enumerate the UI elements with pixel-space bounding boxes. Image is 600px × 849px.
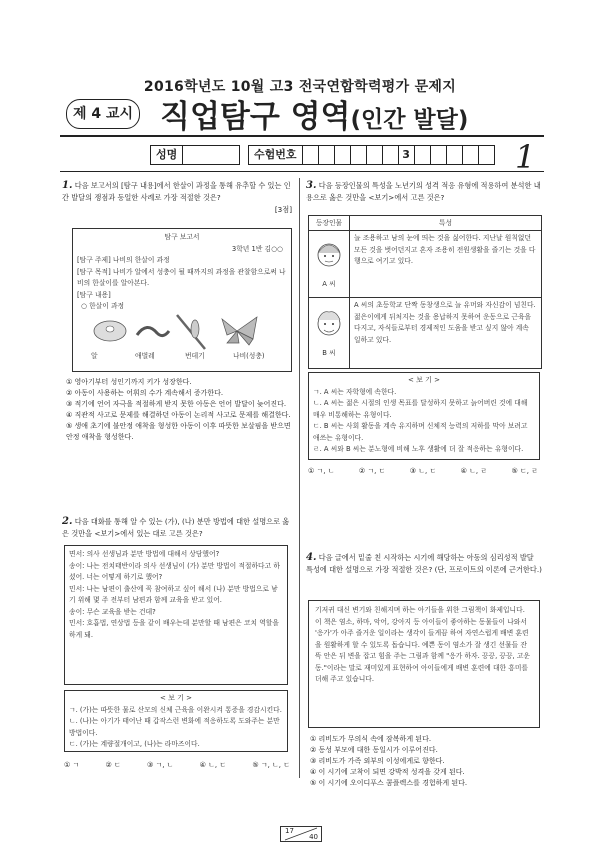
character-trait: 늘 조용하고 남의 눈에 띄는 것을 싫어한다. 지난날 원칙없던 모든 것을 벗어던지고 혼자 조용히 전원생활을 즐기는 것을 다행으로 여기고 있다. — [354, 234, 536, 265]
question-number: 1. — [62, 180, 73, 191]
exam-number-cell — [463, 146, 479, 164]
stage-label: 애벌레 — [135, 352, 155, 360]
question-text: 다음 보고서의 [탐구 내용]에서 한살이 과정을 통해 유추할 수 있는 인간 발달의 쟁점과 동일한 사례로 가장 적절한 것은? — [62, 181, 291, 202]
question-text: 다음 글에서 밑줄 친 시작하는 시기에 해당하는 아동의 심리성적 발달 특성에 대한 설명으로 가장 적절한 것은? (단, 프로이트의 이론에 근거한다.) — [306, 553, 542, 574]
question-3 — [306, 180, 542, 204]
stage-label: 나비(성충) — [233, 352, 265, 360]
dialogue-line: 민서: 호흡법, 연상법 등을 같이 배우는데 분만할 때 남편은 코치 역할을 하게 돼. — [69, 619, 279, 639]
q3-options — [308, 466, 538, 477]
bogi-item: ㄹ. A 씨와 B 씨는 분노형에 비해 노후 생활에 더 잘 적응하는 유형이다. — [313, 445, 524, 453]
grandmother-portrait-icon — [314, 235, 344, 275]
page-number: 1 — [515, 138, 536, 176]
section-title-main: 직업탐구 영역 — [160, 99, 351, 135]
option[interactable]: ① ㄱ — [64, 761, 80, 769]
report-purpose: [탐구 목적] 나비가 알에서 성충이 될 때까지의 과정을 관찰함으로써 나비의 한살이를 알아본다. — [77, 267, 286, 287]
option[interactable]: ① 리비도가 무의식 속에 잠복하게 된다. — [310, 735, 432, 743]
bogi-item: ㄷ. B 씨는 사회 활동을 계속 유지하며 신체적 능력의 저하를 막아 보려고 애쓰는 유형이다. — [313, 422, 528, 442]
exam-title: 2016학년도 10월 고3 전국연합학력평가 문제지 — [143, 79, 457, 95]
q4-options — [310, 734, 540, 789]
header-rule — [60, 135, 544, 137]
option[interactable]: ④ ㄴ, ㄹ — [460, 467, 488, 475]
column-header: 특성 — [438, 219, 453, 227]
name-blank — [183, 146, 239, 164]
exam-number-field — [248, 145, 495, 165]
bogi-item: ㄱ. (가)는 따뜻한 물로 산모의 신체 근육을 이완시켜 통증을 경감시킨다. — [69, 705, 282, 714]
header-rule-thin — [60, 171, 544, 172]
stage-label: 알 — [91, 352, 98, 360]
report-content-item: ○ 한살이 과정 — [81, 302, 125, 310]
question-1 — [62, 180, 292, 216]
q2-options — [64, 760, 290, 771]
bogi-title: < 보 기 > — [408, 376, 440, 384]
option[interactable]: ⑤ 생애 초기에 불안정 애착을 형성한 아동이 이후 따뜻한 보살핌을 받으면 안정 애착을 형성한다. — [66, 422, 291, 441]
butterfly-lifecycle-illustration — [77, 313, 287, 351]
exam-number-cell — [479, 146, 494, 164]
grandfather-portrait-icon — [314, 304, 344, 344]
character-trait: A 씨의 초등학교 단짝 동창생으로 늘 유머와 자신감이 넘친다. 젊은이에게 뒤처지는 것을 용납하지 못하여 운동으로 근육을 다지고, 자식들로부터 경제적인 도움을 받고 싶지 않아 계속 일하고 있다. — [354, 301, 536, 344]
section-subtitle: (인간 발달) — [350, 107, 469, 133]
section-title — [160, 91, 468, 136]
q1-options — [66, 377, 292, 443]
question-2 — [62, 516, 292, 540]
bogi-box — [64, 690, 288, 752]
option[interactable]: ③ ㄴ, ㄷ — [409, 467, 437, 475]
exam-number-cell — [351, 146, 367, 164]
option[interactable]: ② ㄷ — [105, 761, 121, 769]
question-text: 다음 등장인물의 특성을 노년기의 성격 적응 유형에 적용하여 분석한 내용으로 옳은 것만을 <보기>에서 고른 것은? — [306, 181, 541, 202]
report-box — [72, 228, 292, 372]
exam-number-cell — [319, 146, 335, 164]
table-row — [309, 231, 541, 298]
question-number: 3. — [306, 180, 317, 191]
option[interactable]: ② 동성 부모에 대한 동일시가 이루어진다. — [310, 746, 438, 754]
table-header — [309, 216, 541, 231]
exam-number-cell — [303, 146, 319, 164]
option[interactable]: ④ 직관적 사고로 문제를 해결하던 아동이 논리적 사고로 문제를 해결한다. — [66, 411, 291, 419]
question-4 — [306, 552, 542, 576]
passage-box: 기저귀 대신 변기와 친해지며 하는 아기들을 위한 그림책이 화제입니다. 이 책은 염소, 하마, 악어, 강아지 등 아이들이 좋아하는 동물들이 나와서 '응가'가 아주 즐거운 일이라는 생각이 들게끔 하여 자연스럽게 배변 훈련을 원활하게 할 수 있도록 돕습니다. 예쁜 동이 염소가 잘 생긴 선물들 잔뜩 안은 뒤 변을 잡고 힘을 주는 그림과 함께 "응가 하자. 끙끙, 끙끙, 고운동."이라는 말로 재미있게 표현하여 아이들에게 배변 훈련에 대한 흥미를 더해 주고 있습니다. — [308, 600, 540, 728]
dialogue-line: 송이: 나는 전치태반이라 의사 선생님이 (가) 분만 방법이 적절하다고 하셨어. 너는 어떻게 하기로 했어? — [69, 561, 280, 581]
report-author: 3학년 1반 김○○ — [231, 244, 283, 253]
bogi-item: ㄴ. (나)는 아기가 태어난 때 갑작스런 변화에 적응하도록 도와주는 분만 방법이다. — [69, 717, 280, 737]
question-points: [3점] — [274, 205, 292, 214]
current-page: 17 — [285, 827, 294, 835]
bogi-item: ㄴ. A 씨는 젊은 시절의 인생 목표를 달성하지 못하고 늙어버린 것에 대해 매우 비통해하는 유형이다. — [313, 399, 528, 419]
character-cell — [309, 231, 350, 297]
character-name: B 씨 — [322, 349, 336, 357]
dialogue-line: 송이: 무슨 교육을 받는 건데? — [69, 607, 156, 616]
question-number: 2. — [62, 516, 73, 527]
option[interactable]: ③ 적기에 언어 자극을 적절하게 받지 못한 아동은 언어 발달이 늦어진다. — [66, 400, 287, 408]
bogi-title: < 보 기 > — [160, 694, 192, 702]
dialogue-box — [64, 545, 288, 685]
column-header: 등장인물 — [309, 216, 350, 230]
option[interactable]: ③ ㄱ, ㄴ — [146, 761, 174, 769]
stage-label: 번데기 — [185, 352, 205, 360]
exam-number-label: 수험번호 — [249, 146, 303, 164]
dialogue-line: 민서: 나는 남편이 출산에 꼭 참여하고 싶어 해서 (나) 분만 방법으로 낳기 위해 몇 주 전부터 남편과 함께 교육을 받고 있어. — [69, 584, 278, 604]
exam-number-cell — [415, 146, 431, 164]
exam-number-cell — [367, 146, 383, 164]
option[interactable]: ⑤ ㄱ, ㄴ, ㄷ — [252, 761, 290, 769]
option[interactable]: ③ 리비도가 가족 외부의 이성에게로 향한다. — [310, 757, 445, 765]
exam-number-cell — [447, 146, 463, 164]
character-table — [308, 215, 542, 369]
report-content-label: [탐구 내용] — [77, 290, 111, 299]
character-name: A 씨 — [322, 280, 336, 288]
bogi-box — [308, 372, 540, 460]
option[interactable]: ⑤ ㄷ, ㄹ — [511, 467, 538, 475]
option[interactable]: ④ ㄴ, ㄷ — [199, 761, 227, 769]
option[interactable]: ④ 이 시기에 고착이 되면 강박적 성격을 갖게 된다. — [310, 768, 465, 776]
option[interactable]: ② ㄱ, ㄷ — [358, 467, 386, 475]
report-title: 탐구 보고서 — [164, 233, 200, 241]
total-pages: 40 — [309, 833, 318, 841]
column-divider — [299, 178, 300, 778]
bogi-item: ㄱ. A 씨는 자학형에 속한다. — [313, 387, 397, 396]
question-number: 4. — [306, 552, 317, 563]
page-indicator — [280, 826, 322, 842]
exam-number-cell — [431, 146, 447, 164]
exam-number-cell — [383, 146, 399, 164]
session-badge: 제 4 교시 — [66, 99, 140, 129]
name-label: 성명 — [151, 146, 183, 164]
question-text: 다음 대화를 통해 알 수 있는 (가), (나) 분만 방법에 대한 설명으로 옳은 것만을 <보기>에서 있는 대로 고른 것은? — [62, 517, 290, 538]
report-subject: [탐구 주제] 나비의 한살이 과정 — [77, 256, 170, 264]
exam-number-cell — [335, 146, 351, 164]
exam-number-cell: 3 — [399, 146, 415, 164]
option[interactable]: ⑤ 이 시기에 오이디푸스 콤플렉스를 경험하게 된다. — [310, 779, 468, 787]
dialogue-line: 면서: 의사 선생님과 분만 방법에 대해서 상담했어? — [69, 550, 220, 558]
table-row — [309, 298, 541, 368]
option[interactable]: ① ㄱ, ㄴ — [308, 467, 335, 475]
option[interactable]: ② 아동이 사용하는 어휘의 수가 계속해서 증가한다. — [66, 389, 224, 397]
bogi-item: ㄷ. (가)는 계량절개이고, (나)는 라마즈이다. — [69, 740, 200, 748]
name-field — [150, 145, 240, 165]
character-cell — [309, 298, 350, 368]
option[interactable]: ① 영아기부터 성인기까지 키가 성장한다. — [66, 378, 192, 386]
